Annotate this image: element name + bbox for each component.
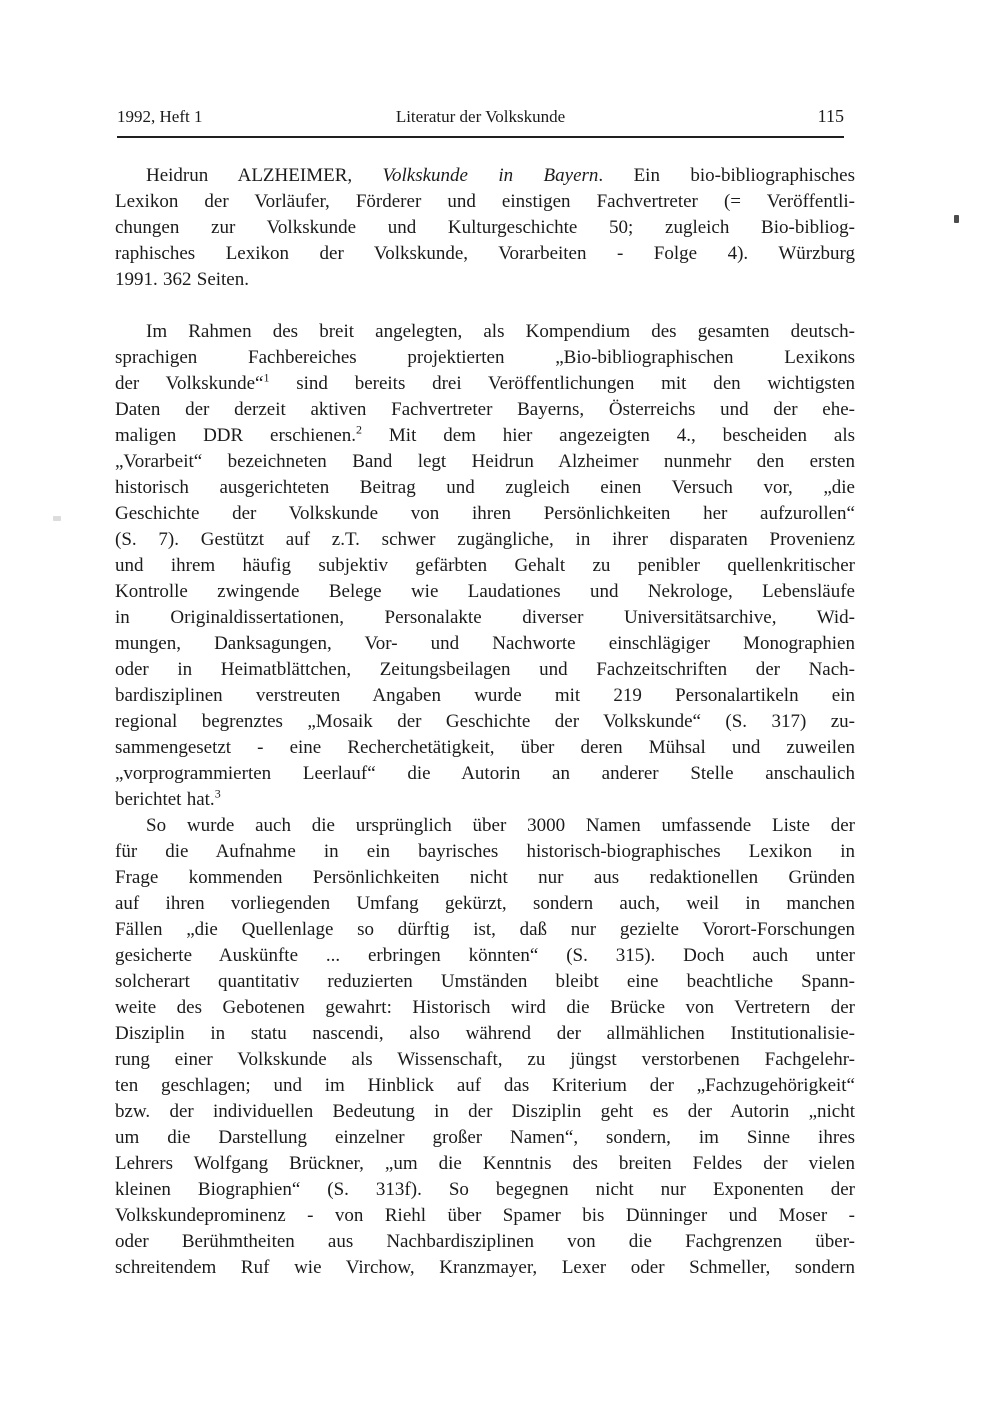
body-paragraph-2 [115, 813, 855, 1281]
review-text [115, 163, 855, 1281]
text-line: 1991. 362 Seiten. [115, 269, 249, 290]
text-line: um die Darstellung einzelner großer Namen“, sondern, im Sinne ihres [115, 1127, 855, 1148]
running-header [117, 104, 844, 129]
text-line: oder Berühmtheiten aus Nachbardisziplinen von die Fachgrenzen über- [115, 1231, 855, 1252]
text-line: gesicherte Auskünfte ... erbringen könnten“ (S. 315). Doch auch unter [115, 945, 855, 966]
text-line: Disziplin in statu nascendi, also während der allmählichen Institutionalisie- [115, 1023, 855, 1044]
text-line: „vorprogrammierten Leerlauf“ die Autorin an anderer Stelle anschaulich [115, 763, 855, 784]
text-line: Heidrun ALZHEIMER, Volkskunde in Bayern. Ein bio-bibliographisches [146, 165, 855, 186]
text-line: weite des Gebotenen gewahrt: Historisch wird die Brücke von Vertretern der [115, 997, 855, 1018]
text-line: So wurde auch die ursprünglich über 3000 Namen umfassende Liste der [146, 815, 855, 836]
header-issue: 1992, Heft 1 [117, 107, 203, 126]
scan-artifact [53, 516, 61, 521]
text-line: sprachigen Fachbereiches projektierten „Bio-bibliographischen Lexikons [115, 347, 855, 368]
text-line: regional begrenztes „Mosaik der Geschichte der Volkskunde“ (S. 317) zu- [115, 711, 855, 732]
text-line: bardisziplinen verstreuten Angaben wurde mit 219 Personalartikeln ein [115, 685, 855, 706]
text-line: und ihrem häufig subjektiv gefärbten Gehalt zu penibler quellenkritischer [115, 555, 855, 576]
text-line: auf ihren vorliegenden Umfang gekürzt, sondern auch, weil in manchen [115, 893, 855, 914]
text-line: oder in Heimatblättchen, Zeitungsbeilagen und Fachzeitschriften der Nach- [115, 659, 855, 680]
header-page-number: 115 [817, 106, 845, 126]
header-section-title: Literatur der Volkskunde [395, 107, 566, 126]
text-line: Daten der derzeit aktiven Fachvertreter Bayerns, Österreichs und der ehe- [115, 399, 855, 420]
text-line: chungen zur Volkskunde und Kulturgeschichte 50; zugleich Bio-bibliog- [115, 217, 855, 238]
text-line: ten geschlagen; und im Hinblick auf das Kriterium der „Fachzugehörigkeit“ [115, 1075, 855, 1096]
text-line: in Originaldissertationen, Personalakte diverser Universitätsarchive, Wid- [115, 607, 855, 628]
text-line: Frage kommenden Persönlichkeiten nicht nur aus redaktionellen Gründen [115, 867, 855, 888]
text-line: berichtet hat.$^3$ [115, 787, 221, 810]
scan-artifact [954, 215, 959, 223]
text-line: maligen DDR erschienen.$^2$ Mit dem hier angezeigten 4., bescheiden als [115, 423, 855, 446]
text-line: solcherart quantitativ reduzierten Umständen bleibt eine beachtliche Spann- [115, 971, 855, 992]
text-line: (S. 7). Gestützt auf z.T. schwer zugängliche, in ihrer disparaten Provenienz [115, 529, 855, 550]
text-line: Kontrolle zwingende Belege wie Laudationes und Nekrologe, Lebensläufe [115, 581, 855, 602]
citation-paragraph [115, 163, 855, 293]
text-line: Lehrers Wolfgang Brückner, „um die Kenntnis des breiten Feldes der vielen [115, 1153, 855, 1174]
text-line: Lexikon der Vorläufer, Förderer und einstigen Fachvertreter (= Veröffentli- [115, 191, 855, 212]
text-line: bzw. der individuellen Bedeutung in der Disziplin geht es der Autorin „nicht [115, 1101, 855, 1122]
text-line: sammengesetzt - eine Recherchetätigkeit, über deren Mühsal und zuweilen [115, 737, 855, 758]
text-line: Geschichte der Volkskunde von ihren Persönlichkeiten her aufzurollen“ [115, 503, 855, 524]
text-line: „Vorarbeit“ bezeichneten Band legt Heidrun Alzheimer nunmehr den ersten [115, 451, 855, 472]
text-line: schreitendem Ruf wie Virchow, Kranzmayer, Lexer oder Schmeller, sondern [115, 1257, 855, 1278]
text-line: Fällen „die Quellenlage so dürftig ist, daß nur gezielte Vorort-Forschungen [115, 919, 855, 940]
header-rule [117, 136, 844, 138]
text-line: historisch ausgerichteten Beitrag und zugleich einen Versuch vor, „die [115, 477, 855, 498]
text-line: für die Aufnahme in ein bayrisches historisch-biographisches Lexikon in [115, 841, 855, 862]
text-line: kleinen Biographien“ (S. 313f). So begegnen nicht nur Exponenten der [115, 1179, 855, 1200]
text-line: raphisches Lexikon der Volkskunde, Vorarbeiten - Folge 4). Würzburg [115, 243, 855, 264]
text-line: rung einer Volkskunde als Wissenschaft, zu jüngst verstorbenen Fachgelehr- [115, 1049, 855, 1070]
text-line: Im Rahmen des breit angelegten, als Kompendium des gesamten deutsch- [146, 321, 855, 342]
text-line: mungen, Danksagungen, Vor- und Nachworte einschlägiger Monographien [115, 633, 855, 654]
text-line: der Volkskunde“$^1$ sind bereits drei Veröffentlichungen mit den wichtigsten [115, 371, 855, 394]
body-paragraph-1 [115, 319, 855, 813]
text-line: Volkskundeprominenz - von Riehl über Spamer bis Dünninger und Moser - [115, 1205, 855, 1226]
